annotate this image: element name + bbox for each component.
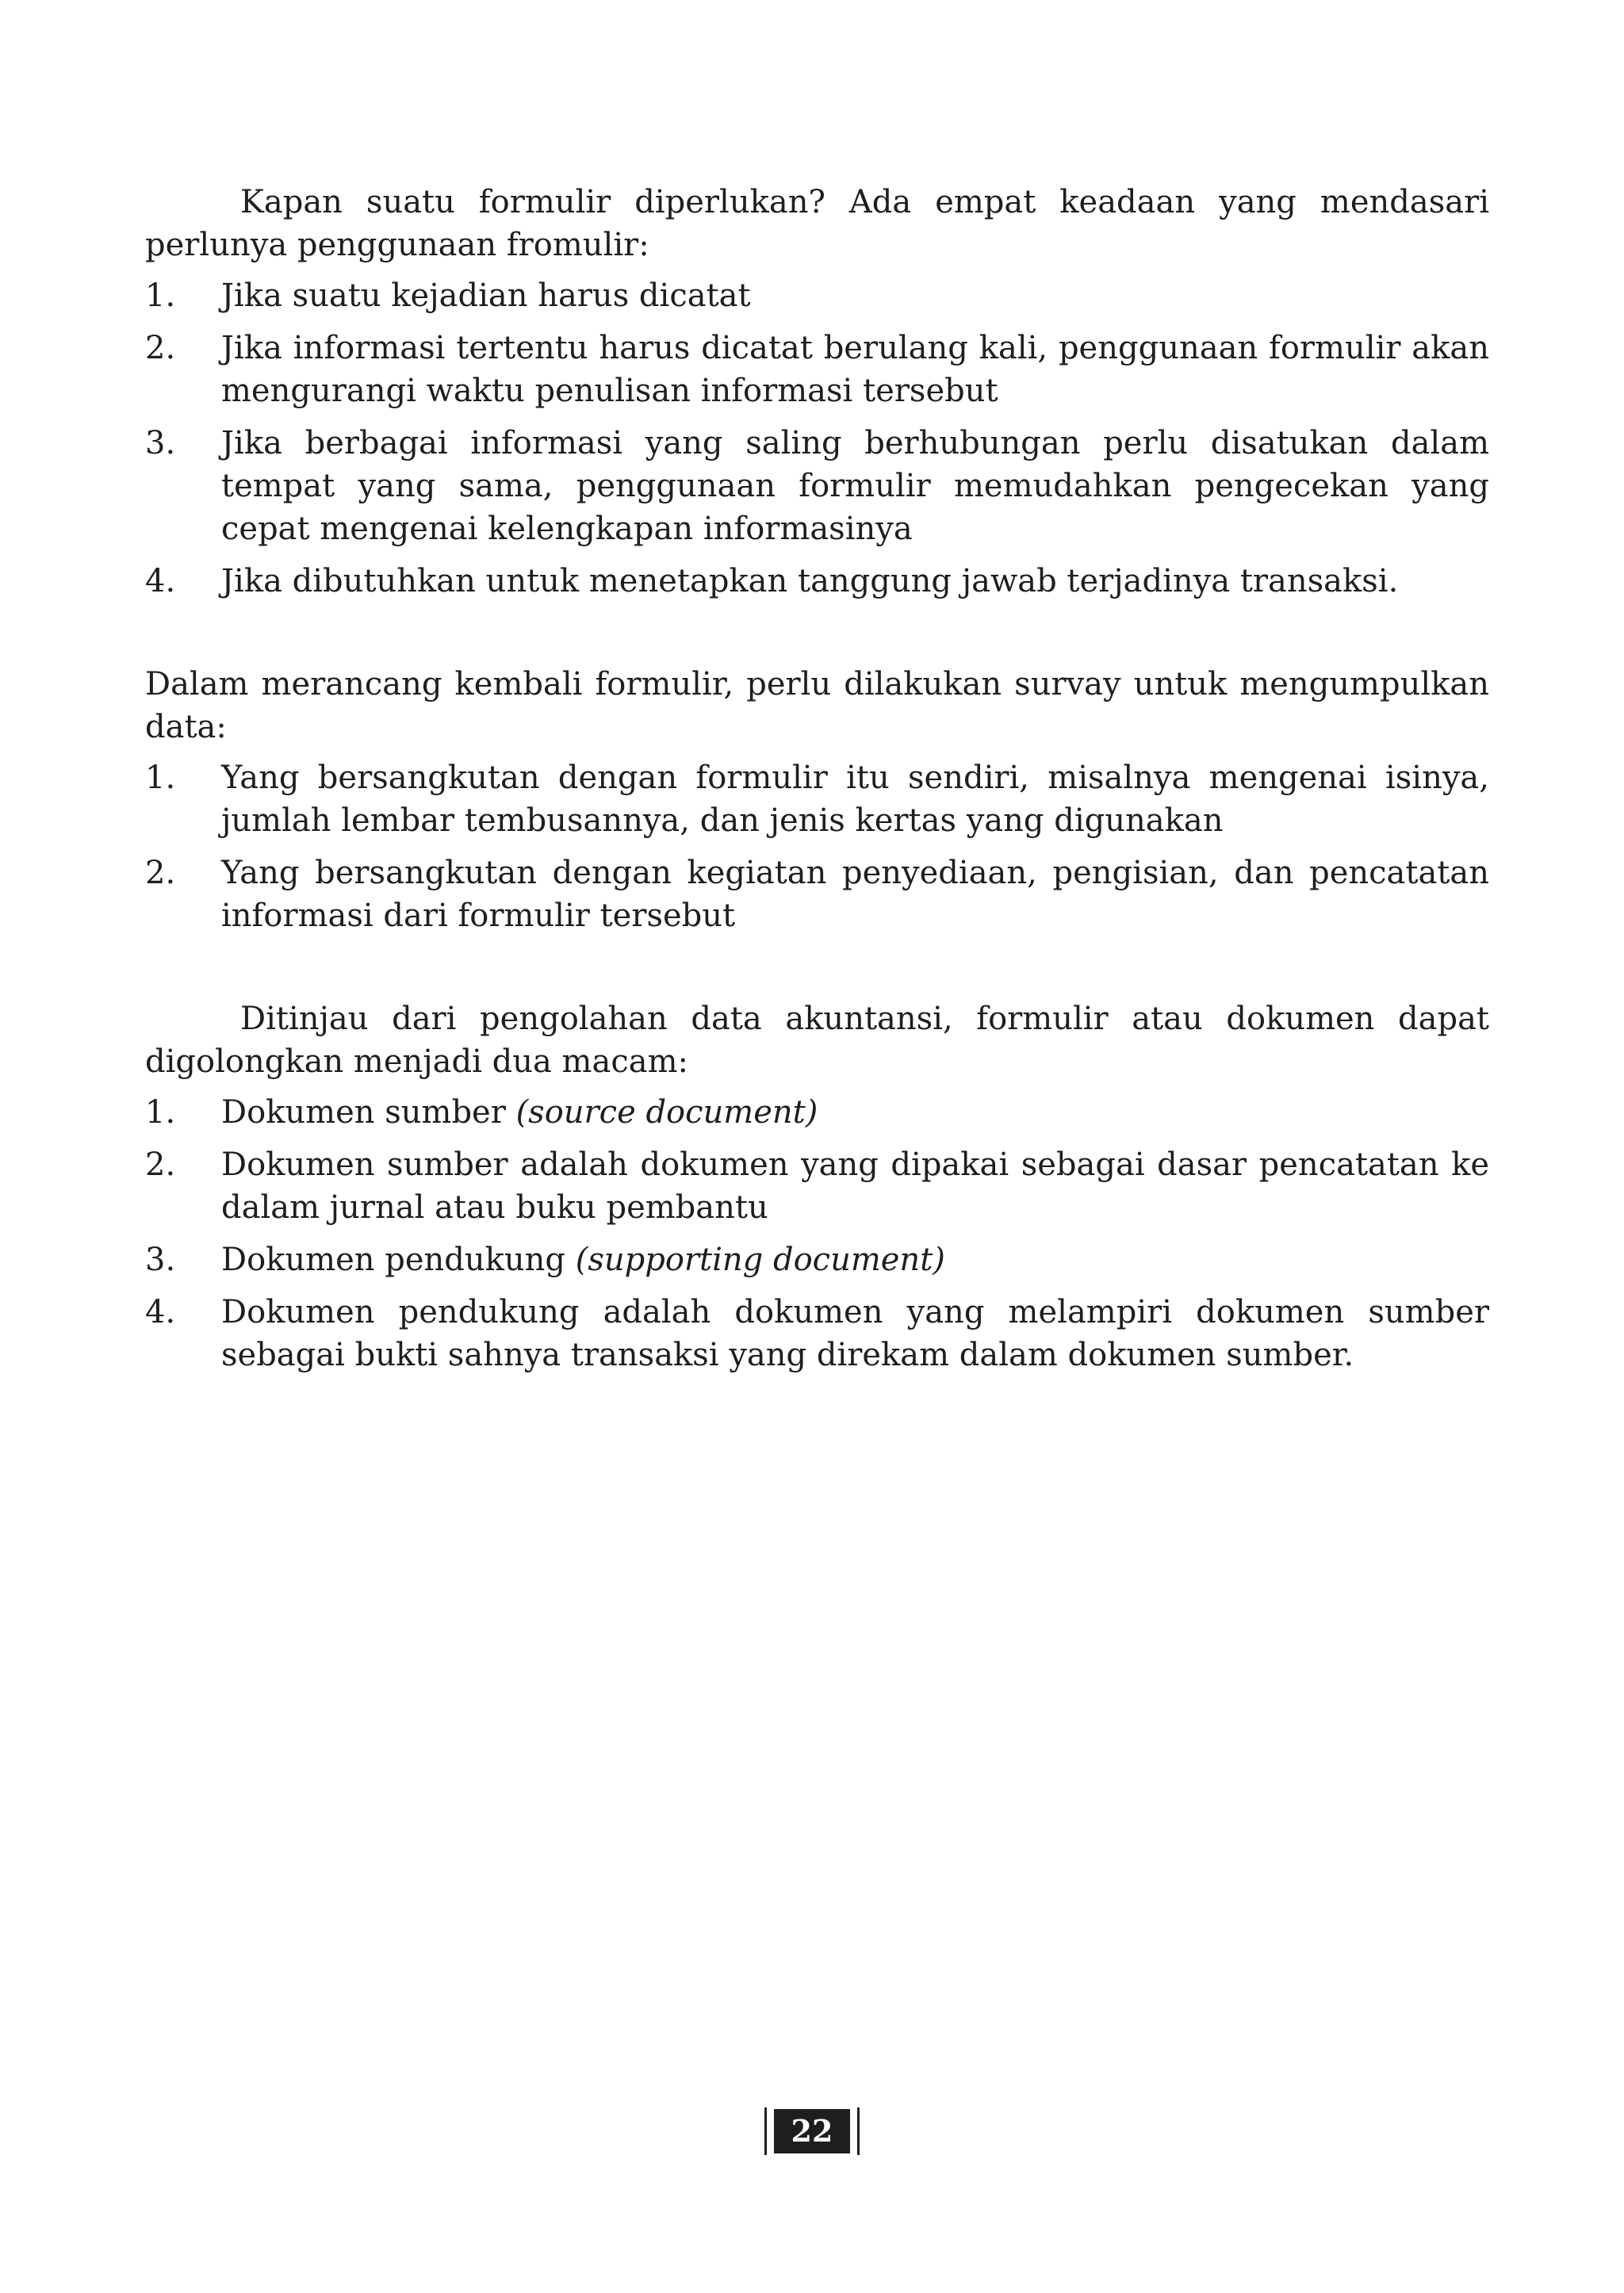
list-item-number: 2.: [145, 1146, 176, 1183]
list-item-number: 2.: [145, 855, 176, 891]
list-item: [145, 274, 1489, 317]
page-number: 22: [774, 2109, 851, 2153]
page-number-footer: [764, 2107, 860, 2155]
list-item: [145, 1143, 1489, 1229]
list-item-text-italic: (supporting document): [575, 1242, 945, 1278]
list-item: [145, 1091, 1489, 1134]
list-item-text: Jika dibutuhkan untuk menetapkan tanggung jawab terjadinya transaksi.: [221, 563, 1399, 599]
list-item-number: 4.: [145, 1294, 176, 1330]
list-item-text-main: Dokumen sumber: [221, 1094, 516, 1131]
list-item: [145, 756, 1489, 842]
list-item-number: 1.: [145, 278, 176, 314]
list-item: [145, 1238, 1489, 1281]
section3-intro: Ditinjau dari pengolahan data akuntansi, formulir atau dokumen dapat digolongkan menjadi dua macam:: [145, 1001, 1489, 1080]
list-item-number: 4.: [145, 563, 176, 599]
list-item-text: [221, 1091, 1489, 1134]
list-item: [145, 422, 1489, 550]
list-item-number: 3.: [145, 425, 176, 461]
list-item: [145, 852, 1489, 937]
section-spacer: [145, 612, 1489, 663]
list-item-text: [221, 1238, 1489, 1281]
section1-intro: Kapan suatu formulir diperlukan? Ada empat keadaan yang mendasari perlunya penggunaan fromulir:: [145, 184, 1489, 263]
list-item-text: Dokumen pendukung adalah dokumen yang melampiri dokumen sumber sebagai bukti sahnya transaksi yang direkam dalam dokumen sumber.: [221, 1294, 1489, 1373]
section2-list: [145, 756, 1489, 937]
section3-list: [145, 1091, 1489, 1376]
section-spacer: [145, 947, 1489, 997]
list-item-text: Yang bersangkutan dengan formulir itu sendiri, misalnya mengenai isinya, jumlah lembar tembusannya, dan jenis kertas yang digunakan: [221, 760, 1489, 839]
list-item-text: Dokumen sumber adalah dokumen yang dipakai sebagai dasar pencatatan ke dalam jurnal atau buku pembantu: [221, 1146, 1489, 1226]
list-item-number: 1.: [145, 1094, 176, 1131]
list-item: [145, 1291, 1489, 1376]
list-item: [145, 560, 1489, 603]
list-item-text: Jika suatu kejadian harus dicatat: [221, 278, 751, 314]
list-item-number: 2.: [145, 330, 176, 366]
page-content: [145, 181, 1489, 1386]
list-item: [145, 327, 1489, 412]
page-number-right-bar: [857, 2107, 860, 2155]
list-item-number: 1.: [145, 760, 176, 796]
list-item-text: Jika berbagai informasi yang saling berhubungan perlu disatukan dalam tempat yang sama, penggunaan formulir memudahkan pengecekan yang cepat mengenai kelengkapan informasinya: [221, 425, 1489, 547]
list-item-text-main: Dokumen pendukung: [221, 1242, 576, 1278]
list-item-text: Yang bersangkutan dengan kegiatan penyediaan, pengisian, dan pencatatan informasi dari formulir tersebut: [221, 855, 1489, 934]
list-item-text: Jika informasi tertentu harus dicatat berulang kali, penggunaan formulir akan mengurangi waktu penulisan informasi tersebut: [221, 330, 1489, 409]
section2-intro: Dalam merancang kembali formulir, perlu dilakukan survay untuk mengumpulkan data:: [145, 666, 1489, 745]
list-item-text-italic: (source document): [515, 1094, 818, 1131]
page-number-left-bar: [764, 2107, 767, 2155]
list-item-number: 3.: [145, 1242, 176, 1278]
section1-list: [145, 274, 1489, 603]
